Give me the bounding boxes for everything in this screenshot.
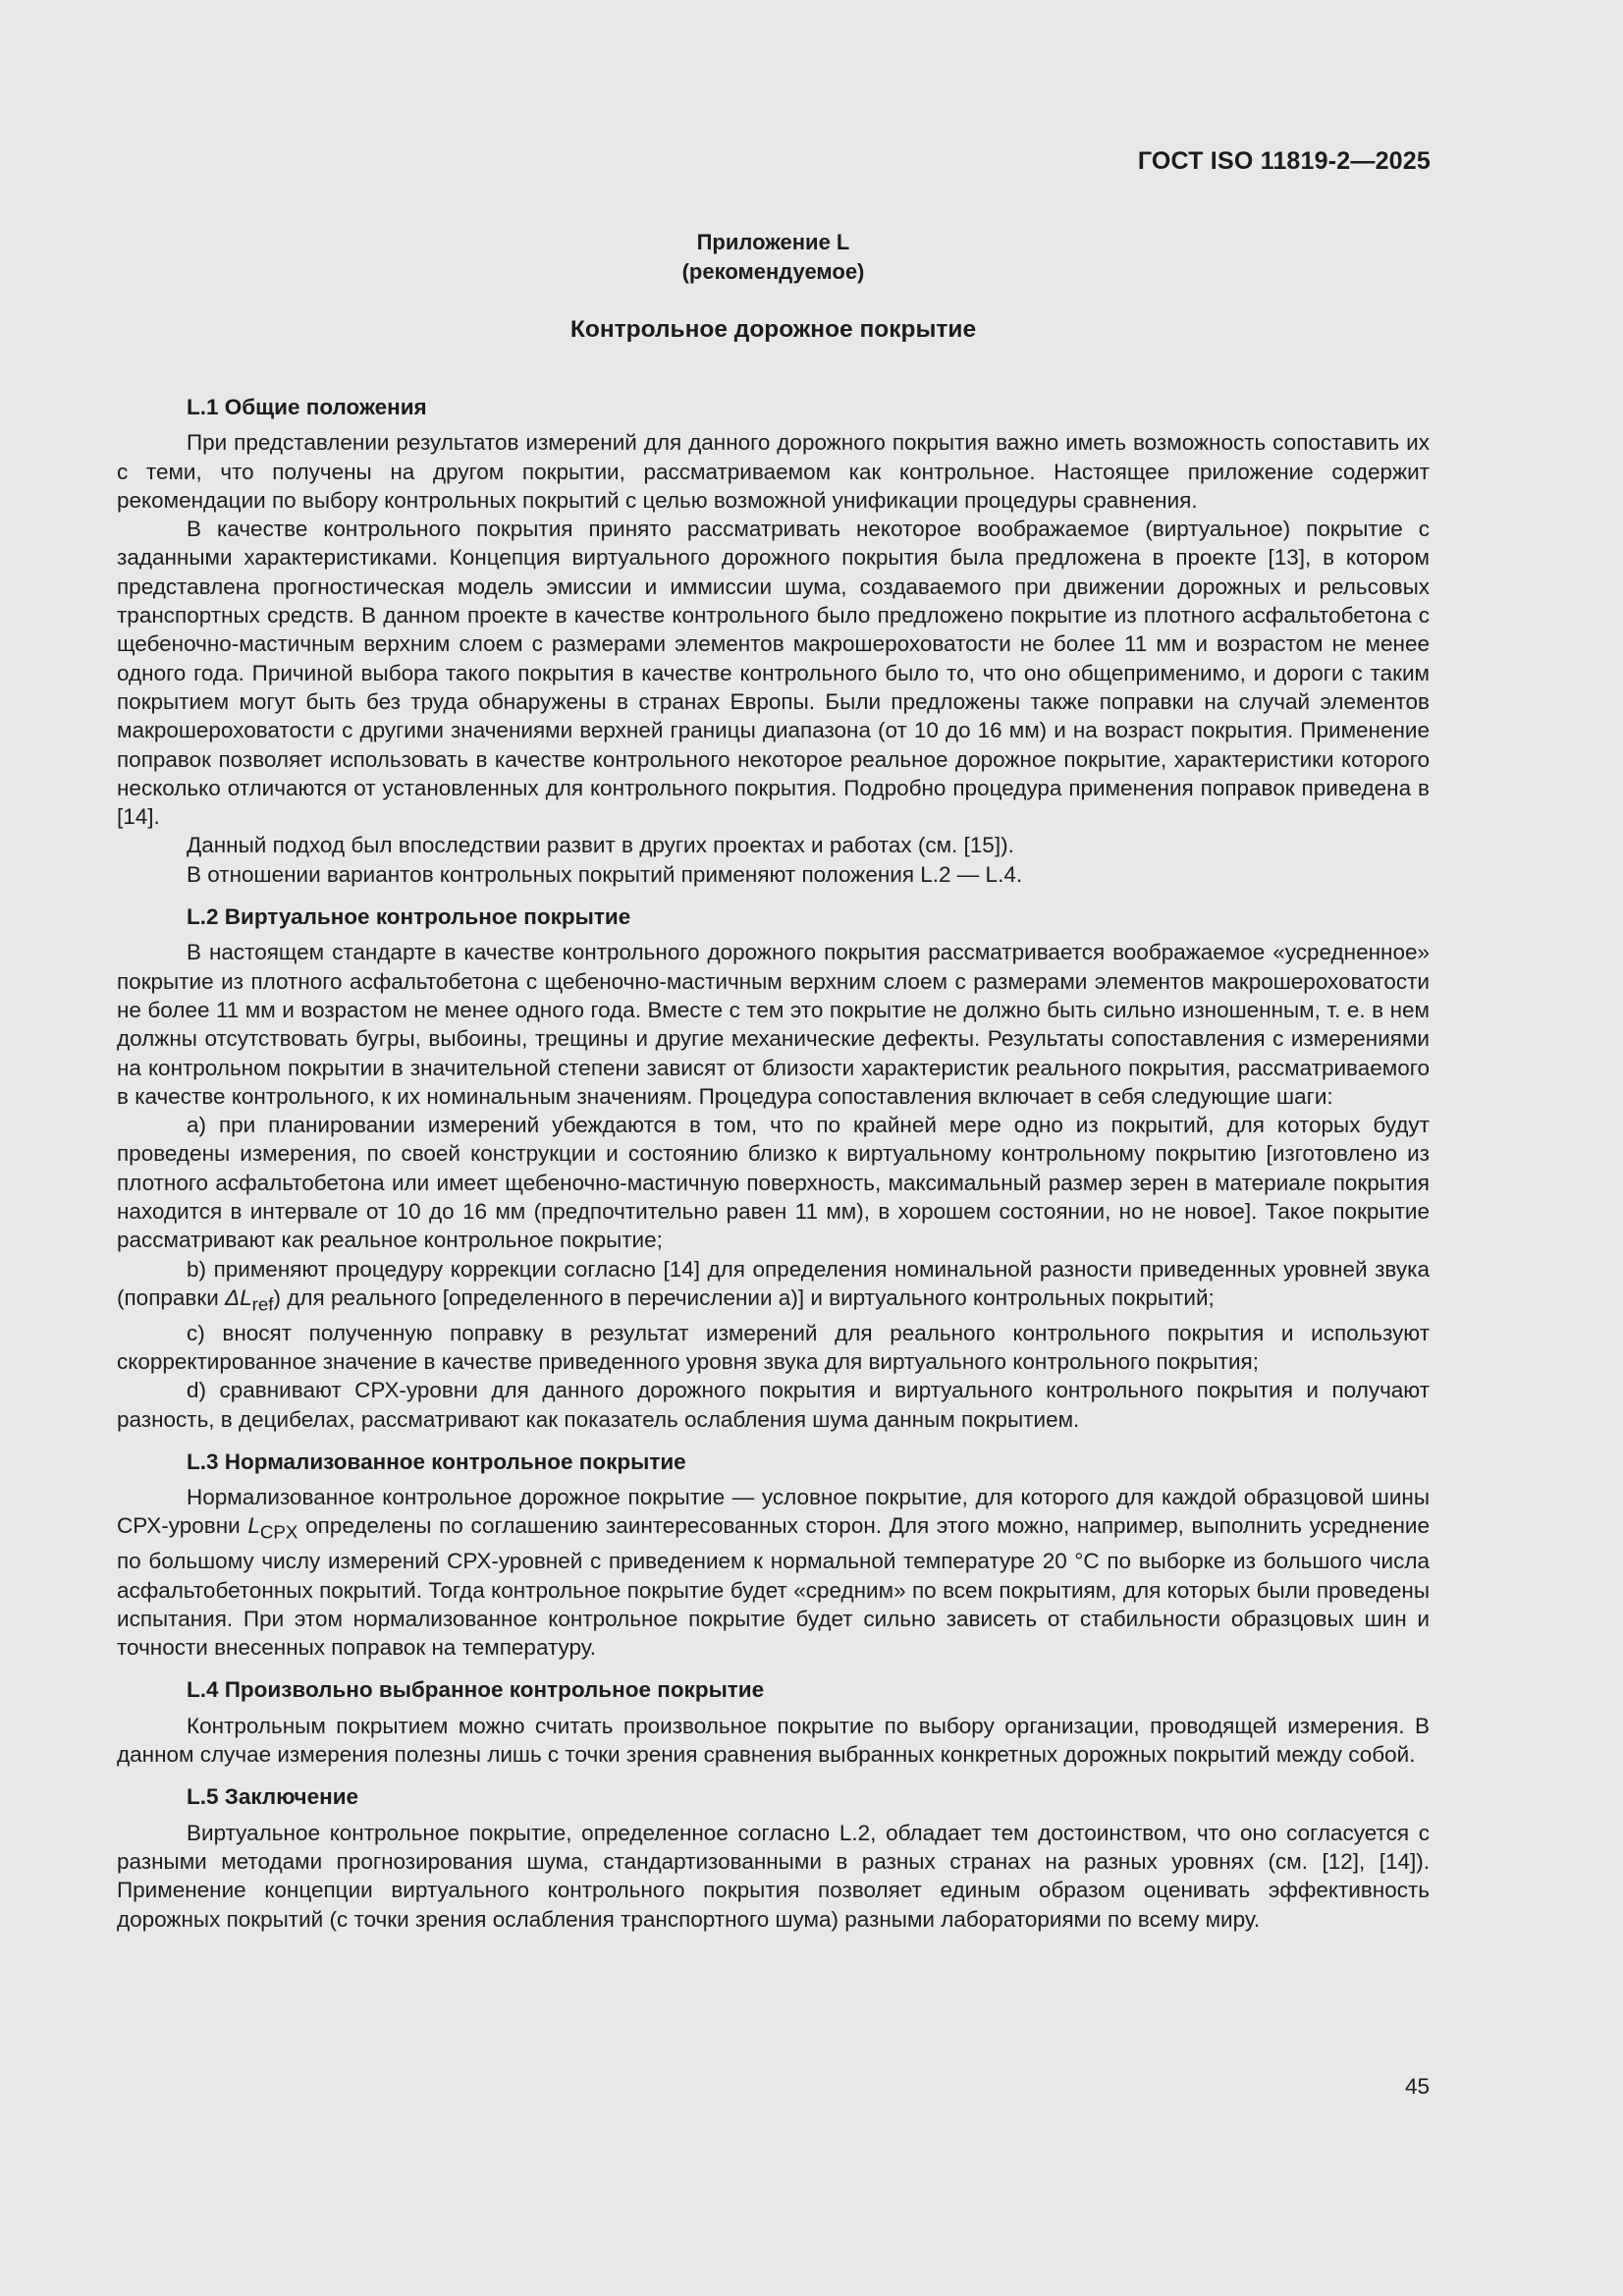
list-item-b: [117, 1255, 1430, 1319]
paragraph: Контрольным покрытием можно считать произвольное покрытие по выбору организации, проводящей измерения. В данном случае измерения полезны лишь с точки зрения сравнения выбранных конкретных дорожных покрытий между собой.: [117, 1713, 1430, 1768]
list-item-b-start: b) применяют процедуру коррекции согласно [14] для определения номинальной разности приведенных уровней звука (поправки: [117, 1256, 1430, 1310]
page-number: 45: [1404, 2074, 1430, 2099]
paragraph: При представлении результатов измерений для данного дорожного покрытия важно иметь возможность сопоставить их с теми, что получены на другом покрытии, рассматриваемом как контрольное. Настоящее приложение содержит рекомендации по выбору контрольных покрытий с целью возможной унификации процедуры сравнения.: [117, 430, 1430, 513]
paragraph: В качестве контрольного покрытия принято рассматривать некоторое воображаемое (виртуальное) покрытие с заданными характеристиками. Концепция виртуального дорожного покрытия была предложена в проекте [13], в котором представлена прогностическая модель эмиссии и иммиссии шума, создаваемого при движении дорожных и рельсовых транспортных средств. В данном проекте в качестве контрольного было предложено покрытие из плотного асфальтобетона с щебеночно-мастичным верхним слоем с размерами элементов макрошероховатости не более 11 мм и возрастом не менее одного года. Причиной выбора такого покрытия в качестве контрольного было то, что оно общеприменимо, и дороги с таким покрытием могут быть без труда обнаружены в странах Европы. Были предложены также поправки на случай элементов макрошероховатости с другими значениями верхней границы диапазона (от 10 до 16 мм) и на возраст покрытия. Применение поправок позволяет использовать в качестве контрольного некоторое реальное дорожное покрытие, характеристики которого несколько отличаются от установленных для контрольного покрытия. Подробно процедура применения поправок приведена в [14].: [117, 517, 1430, 830]
appendix-title: Контрольное дорожное покрытие: [569, 316, 977, 343]
cpx-subscript: CPX: [259, 1521, 298, 1543]
paragraph: В отношении вариантов контрольных покрытий применяют положения L.2 — L.4.: [187, 861, 1023, 887]
section-heading-l3: L.3 Нормализованное контрольное покрытие: [187, 1449, 686, 1474]
standard-code: ГОСТ ISO 11819-2—2025: [1137, 147, 1431, 175]
list-item-b-end: ) для реального [определенного в перечислении а)] и виртуального контрольных покрытий;: [273, 1285, 1215, 1310]
paragraph: Виртуальное контрольное покрытие, определенное согласно L.2, обладает тем достоинством, что оно согласуется с разными методами прогнозирования шума, стандартизованными в разных странах на разных уровнях (см. [12], [14]). Применение концепции виртуального контрольного покрытия позволяет единым образом оценивать эффективность дорожных покрытий (с точки зрения ослабления транспортного шума) разными лабораториями по всему миру.: [117, 1820, 1430, 1932]
list-item-d: d) сравнивают СРХ-уровни для данного дорожного покрытия и виртуального контрольного покрытия и получают разность, в децибелах, рассматривают как показатель ослабления шума данным покрытием.: [117, 1378, 1430, 1432]
l-cpx-symbol: L: [247, 1513, 260, 1539]
appendix-status: (рекомендуемое): [681, 259, 865, 284]
ref-subscript: ref: [251, 1293, 274, 1315]
paragraph: [117, 1483, 1430, 1662]
appendix-heading: [116, 228, 1431, 287]
section-heading-l2: L.2 Виртуальное контрольное покрытие: [187, 904, 631, 930]
document-body: [117, 393, 1430, 1934]
appendix-label: Приложение L: [696, 230, 850, 254]
delta-l-symbol: ΔL: [225, 1285, 252, 1310]
paragraph: Данный подход был впоследствии развит в других проектах и работах (см. [15]).: [187, 833, 1014, 858]
section-heading-l5: L.5 Заключение: [187, 1784, 359, 1810]
paragraph-start: Нормализованное контрольное дорожное покрытие — условное покрытие, для которого для каждой образцовой шины СРХ-уровни: [117, 1485, 1430, 1539]
paragraph: В настоящем стандарте в качестве контрольного дорожного покрытия рассматривается воображаемое «усредненное» покрытие из плотного асфальтобетона с щебеночно-мастичным верхним слоем с размерами элементов макрошероховатости не более 11 мм и возрастом не менее одного года. Вместе с тем это покрытие не должно быть сильно изношенным, т. е. в нем должны отсутствовать бугры, выбоины, трещины и другие механические дефекты. Результаты сопоставления с измерениями на контрольном покрытии в значительной степени зависят от близости характеристик реального покрытия, рассматриваемого в качестве контрольного, к их номинальным значениям. Процедура сопоставления включает в себя следующие шаги:: [117, 940, 1430, 1109]
list-item-c: с) вносят полученную поправку в результат измерений для реального контрольного покрытия и используют скорректированное значение в качестве приведенного уровня звука для виртуального контрольного покрытия;: [117, 1320, 1430, 1374]
section-heading-l4: L.4 Произвольно выбранное контрольное покрытие: [187, 1677, 765, 1703]
list-item-a: а) при планировании измерений убеждаются в том, что по крайней мере одно из покрытий, для которых будут проведены измерения, по своей конструкции и состоянию близко к виртуальному контрольному покрытию [изготовлено из плотного асфальтобетона или имеет щебеночно-мастичную поверхность, максимальный размер зерен в материале покрытия находится в интервале от 10 до 16 мм (предпочтительно равен 11 мм), в хорошем состоянии, но не новое]. Такое покрытие рассматривают как реальное контрольное покрытие;: [117, 1113, 1430, 1253]
section-heading-l1: L.1 Общие положения: [187, 395, 427, 419]
paragraph-end: определены по соглашению заинтересованных сторон. Для этого можно, например, выполнить усреднение по большому числу измерений СРХ-уровней с приведением к нормальной температуре 20 °С по выборке из большого числа асфальтобетонных покрытий. Тогда контрольное покрытие будет «средним» по всем покрытиям, для которых были проведены испытания. При этом нормализованное контрольное покрытие будет сильно зависеть от стабильности образцовых шин и точности внесенных поправок на температуру.: [117, 1513, 1431, 1661]
